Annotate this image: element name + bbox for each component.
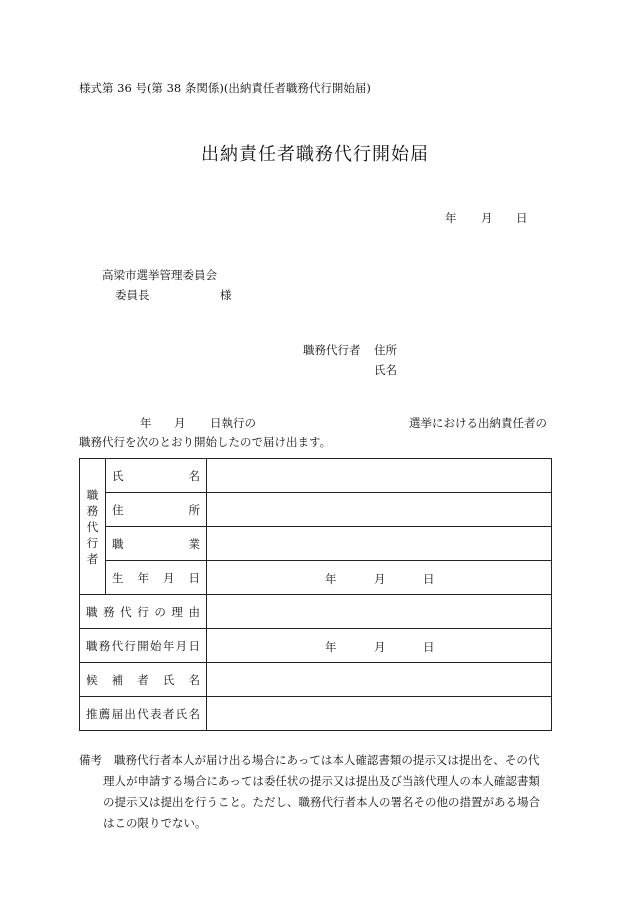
addressee-position: 委員長: [115, 288, 150, 302]
label-representative: 推薦届出代表者氏名: [80, 697, 207, 731]
intro-election-suffix: 選挙における出納責任者の: [409, 416, 547, 430]
document-title: 出納責任者職務代行開始届: [201, 144, 429, 165]
intro-year: 年: [140, 416, 152, 430]
field-start-date[interactable]: [207, 629, 552, 663]
field-reason[interactable]: [207, 595, 552, 629]
label-occupation: 職 業: [106, 527, 207, 561]
note-line2: 理人が申請する場合にあっては委任状の提示又は提出及び当該代理人の本人確認書類: [103, 774, 540, 788]
label-start-date: 職務代行開始年月日: [80, 629, 207, 663]
applicant-address-label: 住所: [374, 343, 397, 357]
field-name[interactable]: [207, 459, 552, 493]
birthdate-year: 年: [325, 572, 337, 586]
field-address[interactable]: [207, 493, 552, 527]
date-year: 年: [445, 211, 457, 225]
form-number: 様式第 36 号(第 38 条関係)(出納責任者職務代行開始届): [79, 81, 371, 95]
field-birthdate[interactable]: [207, 561, 552, 595]
field-candidate[interactable]: [207, 663, 552, 697]
label-address: 住 所: [106, 493, 207, 527]
label-name: 氏 名: [106, 459, 207, 493]
label-candidate: 候 補 者 氏 名: [80, 663, 207, 697]
addressee-honorific: 様: [220, 288, 232, 302]
table-row: [80, 595, 552, 629]
table-row: [80, 527, 552, 561]
applicant-name-label: 氏名: [374, 363, 397, 377]
intro-day-suffix: 日執行の: [210, 416, 256, 430]
birthdate-month: 月: [374, 572, 386, 586]
start-date-day: 日: [423, 640, 435, 654]
table-row: [80, 629, 552, 663]
intro-month: 月: [174, 416, 186, 430]
note-line3: の提示又は提出を行うこと。ただし、職務代行者本人の署名その他の措置がある場合: [103, 795, 540, 809]
note-line4: はこの限りでない。: [103, 816, 207, 830]
applicant-role: 職務代行者: [303, 343, 361, 357]
note-label: 備考: [79, 753, 102, 767]
date-day: 日: [516, 211, 528, 225]
table-row: [80, 493, 552, 527]
field-representative[interactable]: [207, 697, 552, 731]
table-row: [80, 561, 552, 595]
label-reason: 職 務 代 行 の 理 由: [80, 595, 207, 629]
table-row: [80, 459, 552, 493]
date-month: 月: [481, 211, 493, 225]
table-row: [80, 697, 552, 731]
birthdate-day: 日: [423, 572, 435, 586]
field-occupation[interactable]: [207, 527, 552, 561]
label-birthdate: 生 年 月 日: [106, 561, 207, 595]
start-date-year: 年: [325, 640, 337, 654]
group-label-agent: 職 務 代 行 者: [80, 459, 106, 595]
table-row: [80, 663, 552, 697]
addressee-org: 高梁市選挙管理委員会: [102, 268, 217, 282]
note-line1: 職務代行者本人が届け出る場合にあっては本人確認書類の提示又は提出を、その代: [114, 753, 540, 767]
intro-line2: 職務代行を次のとおり開始したので届け出ます。: [79, 435, 332, 449]
start-date-month: 月: [374, 640, 386, 654]
form-table: [79, 458, 552, 731]
